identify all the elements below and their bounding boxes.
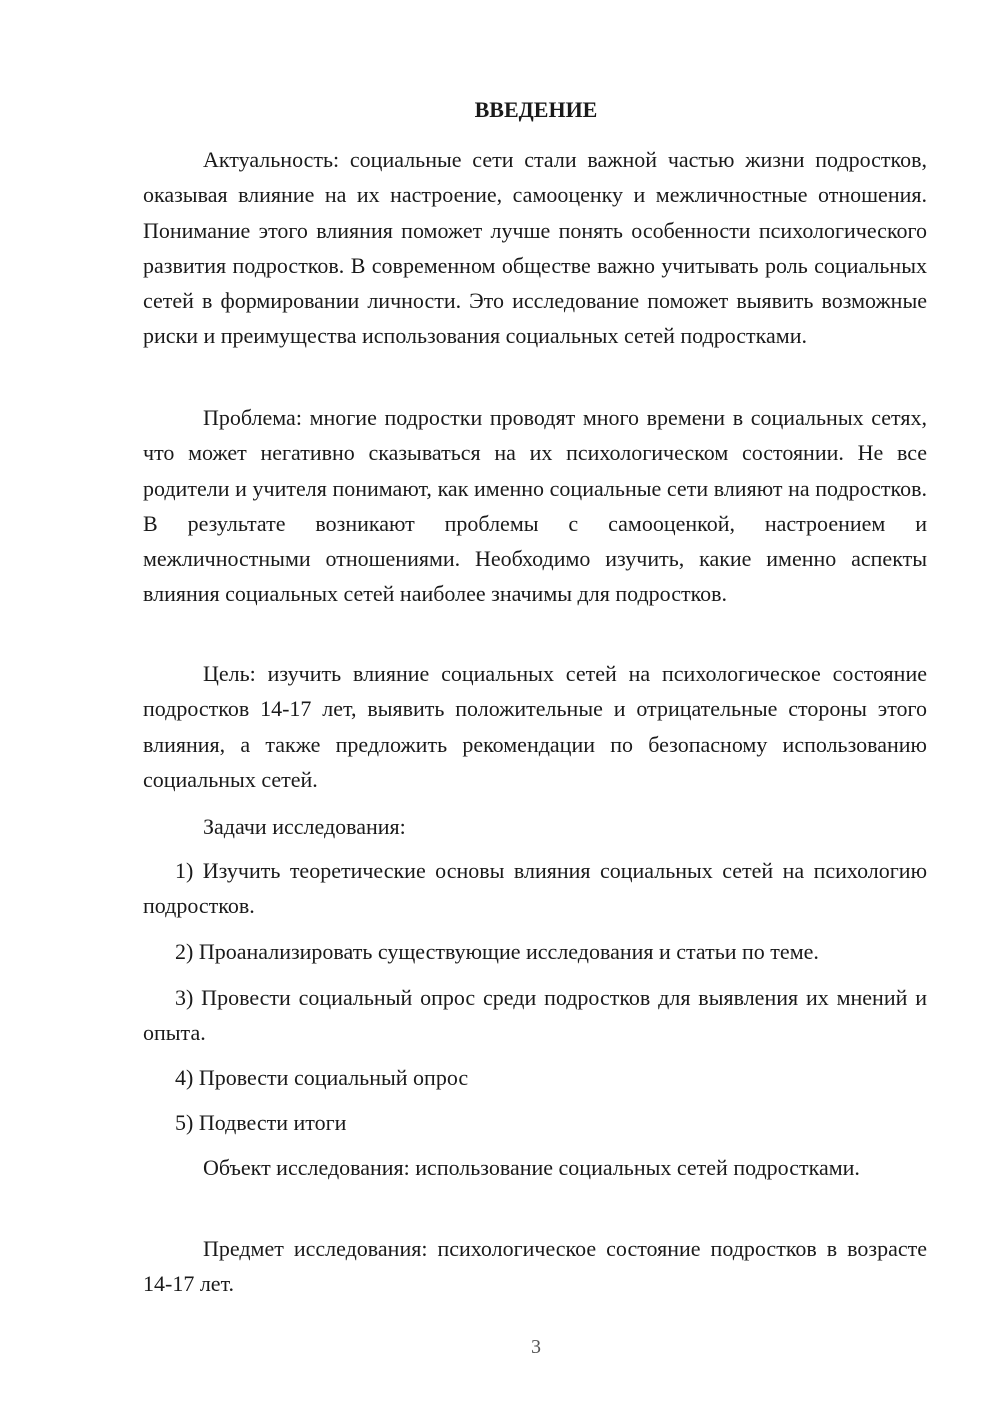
page-title: ВВЕДЕНИЕ xyxy=(474,97,598,122)
problem-paragraph: Проблема: многие подростки проводят много времени в социальных сетях, что может негативно сказываться на их психологическом состоянии. Не все родители и учителя понимают, как именно социальные сети влияют на подростков. В результате возникают проблемы с самооценкой, настроением и межличностными отношениями. Необходимо изучить, какие именно аспекты влияния социальных сетей наиболее значимы для подростков. xyxy=(143,405,927,607)
tasks-title: Задачи исследования: xyxy=(203,814,406,839)
page-number: 3 xyxy=(531,1336,541,1358)
task-item-5: 5) Подвести итоги xyxy=(175,1110,347,1135)
object-paragraph: Объект исследования: использование социальных сетей подростками. xyxy=(203,1155,860,1180)
task-item-4: 4) Провести социальный опрос xyxy=(175,1065,469,1090)
relevance-paragraph: Актуальность: социальные сети стали важной частью жизни подростков, оказывая влияние на их настроение, самооценку и межличностные отношения. Понимание этого влияния поможет лучше понять особенности психологического развития подростков. В современном обществе важно учитывать роль социальных сетей в формировании личности. Это исследование поможет выявить возможные риски и преимущества использования социальных сетей подростками. xyxy=(143,147,927,349)
task-item-3: 3) Провести социальный опрос среди подростков для выявления их мнений и опыта. xyxy=(143,985,927,1046)
subject-paragraph: Предмет исследования: психологическое состояние подростков в возрасте 14-17 лет. xyxy=(143,1236,927,1297)
task-item-2: 2) Проанализировать существующие исследования и статьи по теме. xyxy=(175,939,819,964)
goal-paragraph: Цель: изучить влияние социальных сетей на психологическое состояние подростков 14-17 лет, выявить положительные и отрицательные стороны этого влияния, а также предложить рекомендации по безопасному использованию социальных сетей. xyxy=(143,661,927,792)
task-item-1: 1) Изучить теоретические основы влияния социальных сетей на психологию подростков. xyxy=(143,858,927,919)
